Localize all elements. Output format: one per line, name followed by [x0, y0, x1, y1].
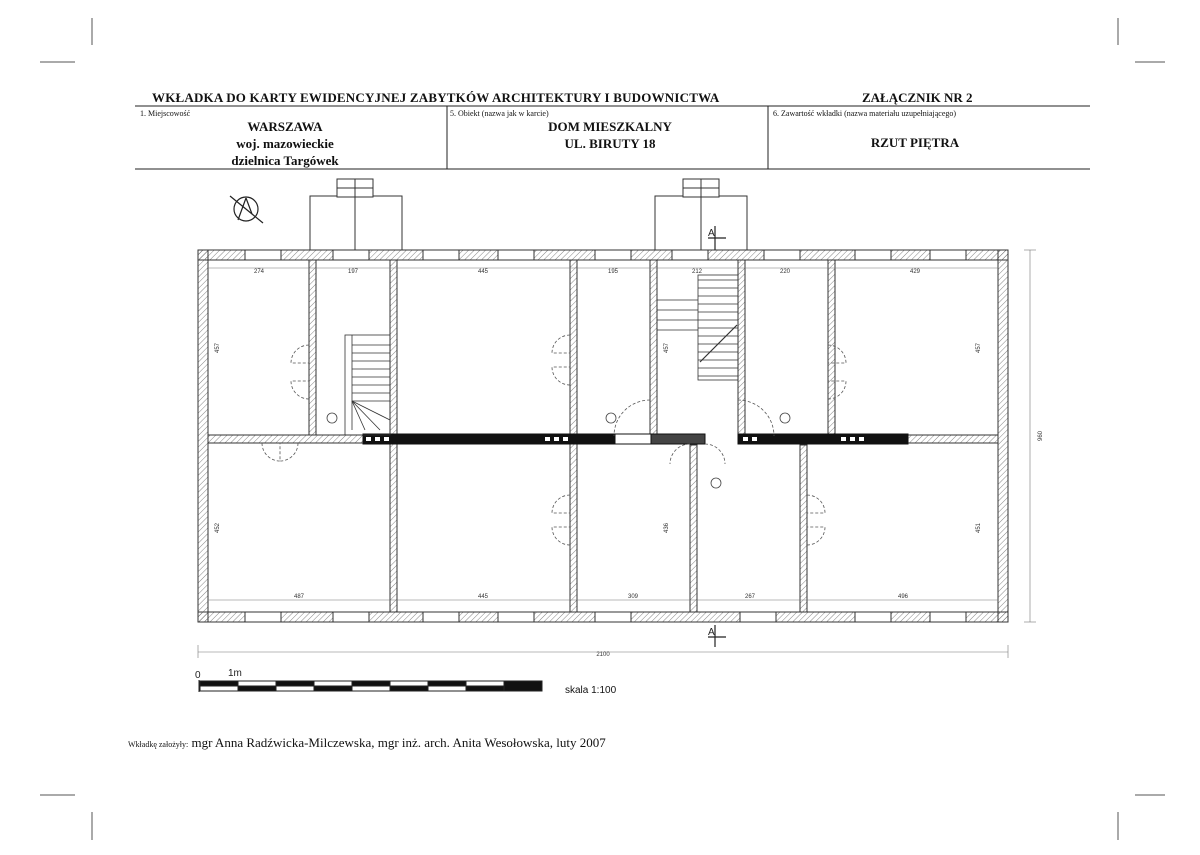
object-label: 5. Obiekt (nazwa jak w karcie): [450, 109, 549, 118]
north-arrow-icon: [230, 196, 263, 223]
central-wall: [363, 434, 908, 444]
dim-top-label: 195: [607, 269, 619, 275]
header-table-lines: [0, 0, 1200, 180]
location-line: WARSZAWA: [247, 119, 323, 134]
staircase-right: [657, 275, 738, 380]
dim-bottom-label: 309: [627, 594, 639, 600]
footer-prefix: Wkładkę założyły:: [128, 740, 189, 749]
dim-vertical-label: 451: [976, 522, 982, 534]
annex-label: ZAŁĄCZNIK NR 2: [862, 90, 973, 105]
dim-vertical-label: 457: [976, 342, 982, 354]
content-label: 6. Zawartość wkładki (nazwa materiału uzupełniającego): [773, 109, 957, 118]
location-value: [200, 118, 370, 169]
chimney-left: [310, 179, 402, 250]
overall-depth-label: 960: [1038, 430, 1044, 442]
dim-top-label: 445: [477, 269, 489, 275]
dim-vertical-label: 457: [664, 342, 670, 354]
location-line: dzielnica Targówek: [231, 153, 339, 168]
footer-credits: [128, 735, 606, 751]
dimension-lines: [198, 250, 1036, 658]
dim-vertical-label: 436: [664, 522, 670, 534]
location-label: 1. Miejscowość: [140, 109, 191, 118]
dim-bottom-label: 487: [293, 594, 305, 600]
dim-vertical-label: 452: [215, 522, 221, 534]
content-value: RZUT PIĘTRA: [870, 135, 960, 150]
dim-bottom-label: 445: [477, 594, 489, 600]
floor-plan: [0, 170, 1200, 670]
object-line: DOM MIESZKALNY: [548, 119, 672, 134]
header-title: WKŁADKA DO KARTY EWIDENCYJNEJ ZABYTKÓW ARCHITEKTURY I BUDOWNICTWA: [152, 90, 720, 105]
dim-top-label: 274: [253, 269, 265, 275]
object-value: [500, 118, 720, 152]
scale-label: skala 1:100: [565, 685, 617, 696]
overall-width-label: 2100: [596, 652, 610, 658]
object-line: UL. BIRUTY 18: [564, 136, 656, 151]
section-marker-top-label: A: [708, 228, 715, 239]
footer-authors: mgr Anna Radźwicka-Milczewska, mgr inż. arch. Anita Wesołowska, luty 2007: [191, 735, 606, 750]
dim-vertical-label: 457: [215, 342, 221, 354]
location-line: woj. mazowieckie: [236, 136, 334, 151]
dim-top-label: 197: [347, 269, 359, 275]
dim-top-label: 220: [779, 269, 791, 275]
dim-top-label: 429: [909, 269, 921, 275]
scale-bar: [190, 664, 550, 704]
dim-bottom-label: 267: [744, 594, 756, 600]
staircase-left: [345, 335, 390, 435]
scale-unit-label: 1m: [228, 668, 242, 679]
dim-top-label: 212: [691, 269, 703, 275]
chimney-right: [655, 179, 747, 250]
dim-bottom-label: 496: [897, 594, 909, 600]
section-marker-bottom-label: A: [708, 627, 715, 638]
scale-zero-label: 0: [195, 670, 201, 681]
